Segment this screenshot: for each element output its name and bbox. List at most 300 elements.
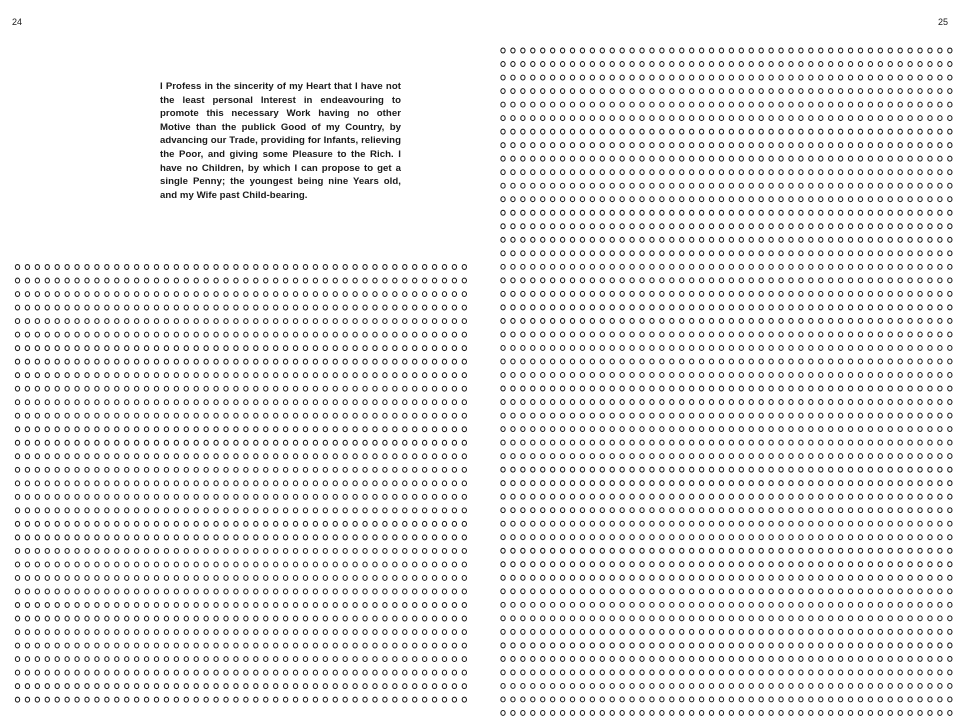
ring-mark (749, 156, 753, 161)
ring-mark (908, 305, 912, 310)
ring-mark (393, 467, 397, 472)
ring-mark (224, 400, 228, 405)
ring-mark (610, 183, 614, 188)
ring-mark (244, 670, 248, 675)
ring-mark (65, 643, 69, 648)
ring-mark (174, 589, 178, 594)
ring-mark (570, 562, 574, 567)
ring-mark (630, 359, 634, 364)
ring-mark (531, 575, 535, 580)
ring-mark (878, 697, 882, 702)
ring-mark (55, 292, 59, 297)
ring-mark (848, 183, 852, 188)
ring-mark (511, 427, 515, 432)
ring-mark (115, 359, 119, 364)
ring-mark (590, 697, 594, 702)
ring-mark (214, 265, 218, 270)
ring-mark (878, 562, 882, 567)
ring-mark (610, 237, 614, 242)
ring-mark (680, 75, 684, 80)
ring-mark (709, 562, 713, 567)
ring-mark (660, 237, 664, 242)
ring-mark (789, 481, 793, 486)
ring-mark (184, 332, 188, 337)
ring-mark (699, 237, 703, 242)
ring-mark (174, 562, 178, 567)
ring-mark (343, 684, 347, 689)
ring-mark (244, 400, 248, 405)
ring-mark (739, 210, 743, 215)
ring-mark (45, 657, 49, 662)
ring-mark (313, 535, 317, 540)
ring-mark (829, 197, 833, 202)
ring-mark (640, 589, 644, 594)
ring-mark (809, 102, 813, 107)
ring-mark (531, 548, 535, 553)
ring-mark (560, 332, 564, 337)
ring-mark (729, 156, 733, 161)
ring-mark (452, 521, 456, 526)
ring-mark (848, 548, 852, 553)
ring-mark (413, 454, 417, 459)
ring-mark (343, 265, 347, 270)
ring-mark (680, 683, 684, 688)
ring-mark (393, 440, 397, 445)
ring-mark (640, 156, 644, 161)
ring-mark (283, 359, 287, 364)
ring-mark (749, 643, 753, 648)
ring-mark (541, 332, 545, 337)
ring-mark (333, 332, 337, 337)
ring-mark (670, 291, 674, 296)
ring-mark (244, 319, 248, 324)
ring-mark (779, 89, 783, 94)
ring-mark (393, 508, 397, 513)
ring-mark (531, 656, 535, 661)
ring-mark (303, 346, 307, 351)
ring-mark (214, 440, 218, 445)
ring-mark (888, 548, 892, 553)
ring-mark (164, 508, 168, 513)
ring-mark (283, 670, 287, 675)
ring-mark (274, 562, 278, 567)
ring-mark (928, 224, 932, 229)
ring-mark (908, 89, 912, 94)
ring-mark (819, 373, 823, 378)
ring-mark (373, 535, 377, 540)
ring-mark (154, 697, 158, 702)
ring-mark (194, 616, 198, 621)
ring-mark (422, 494, 426, 499)
ring-mark (531, 156, 535, 161)
ring-mark (749, 89, 753, 94)
ring-mark (709, 535, 713, 540)
ring-mark (739, 683, 743, 688)
ring-mark (244, 657, 248, 662)
ring-mark (809, 616, 813, 621)
ring-mark (333, 359, 337, 364)
ring-mark (541, 562, 545, 567)
ring-mark (45, 265, 49, 270)
ring-mark (75, 494, 79, 499)
ring-mark (144, 305, 148, 310)
ring-mark (501, 508, 505, 513)
ring-mark (729, 670, 733, 675)
ring-mark (868, 89, 872, 94)
ring-mark (254, 373, 258, 378)
ring-mark (413, 481, 417, 486)
ring-mark (462, 548, 466, 553)
ring-mark (660, 116, 664, 121)
ring-mark (65, 670, 69, 675)
ring-mark (373, 386, 377, 391)
ring-mark (749, 616, 753, 621)
ring-mark (769, 318, 773, 323)
ring-mark (174, 535, 178, 540)
ring-mark (858, 75, 862, 80)
ring-mark (343, 697, 347, 702)
ring-mark (422, 603, 426, 608)
ring-mark (15, 508, 19, 513)
ring-mark (570, 332, 574, 337)
ring-mark (610, 481, 614, 486)
ring-mark (829, 318, 833, 323)
ring-mark (551, 548, 555, 553)
ring-mark (868, 116, 872, 121)
ring-mark (570, 535, 574, 540)
ring-mark (452, 494, 456, 499)
ring-mark (462, 481, 466, 486)
ring-mark (600, 589, 604, 594)
ring-mark (55, 684, 59, 689)
ring-mark (95, 278, 99, 283)
ring-mark (234, 386, 238, 391)
ring-mark (640, 562, 644, 567)
ring-mark (819, 616, 823, 621)
ring-mark (680, 156, 684, 161)
ring-mark (353, 278, 357, 283)
ring-mark (600, 129, 604, 134)
ring-mark (749, 548, 753, 553)
ring-mark (303, 576, 307, 581)
ring-mark (234, 603, 238, 608)
ring-mark (819, 697, 823, 702)
ring-mark (55, 508, 59, 513)
ring-mark (333, 548, 337, 553)
ring-mark (948, 345, 952, 350)
ring-mark (580, 616, 584, 621)
ring-mark (650, 656, 654, 661)
ring-mark (789, 400, 793, 405)
ring-mark (580, 318, 584, 323)
ring-mark (551, 575, 555, 580)
ring-mark (105, 278, 109, 283)
ring-mark (759, 318, 763, 323)
ring-mark (75, 684, 79, 689)
ring-mark (353, 562, 357, 567)
ring-mark (709, 629, 713, 634)
ring-mark (789, 62, 793, 67)
page-number: 24 (12, 17, 23, 27)
ring-mark (560, 643, 564, 648)
ring-mark (699, 481, 703, 486)
ring-mark (938, 670, 942, 675)
ring-mark (254, 697, 258, 702)
ring-mark (898, 278, 902, 283)
ring-mark (918, 129, 922, 134)
ring-mark (413, 657, 417, 662)
ring-mark (214, 630, 218, 635)
ring-mark (819, 345, 823, 350)
ring-mark (560, 575, 564, 580)
ring-mark (650, 670, 654, 675)
ring-mark (660, 264, 664, 269)
ring-mark (918, 373, 922, 378)
ring-mark (819, 75, 823, 80)
ring-mark (928, 616, 932, 621)
ring-mark (293, 616, 297, 621)
ring-mark (799, 332, 803, 337)
ring-mark (819, 467, 823, 472)
ring-mark (680, 48, 684, 53)
ring-mark (363, 603, 367, 608)
ring-mark (105, 332, 109, 337)
ring-mark (254, 427, 258, 432)
ring-mark (858, 318, 862, 323)
ring-mark (254, 643, 258, 648)
ring-mark (739, 116, 743, 121)
ring-mark (580, 305, 584, 310)
ring-mark (948, 373, 952, 378)
ring-mark (15, 684, 19, 689)
ring-mark (115, 697, 119, 702)
ring-mark (363, 494, 367, 499)
ring-mark (719, 170, 723, 175)
ring-mark (898, 508, 902, 513)
ring-mark (789, 102, 793, 107)
ring-mark (948, 535, 952, 540)
ring-mark (135, 548, 139, 553)
ring-mark (214, 616, 218, 621)
ring-mark (719, 62, 723, 67)
ring-mark (184, 521, 188, 526)
ring-mark (620, 683, 624, 688)
ring-mark (531, 454, 535, 459)
ring-mark (45, 521, 49, 526)
ring-mark (779, 102, 783, 107)
ring-mark (749, 413, 753, 418)
ring-mark (214, 373, 218, 378)
ring-mark (313, 630, 317, 635)
ring-mark (888, 373, 892, 378)
ring-mark (888, 643, 892, 648)
ring-mark (264, 305, 268, 310)
ring-mark (521, 102, 525, 107)
ring-mark (234, 292, 238, 297)
ring-mark (25, 373, 29, 378)
ring-mark (580, 413, 584, 418)
ring-mark (948, 386, 952, 391)
ring-mark (729, 683, 733, 688)
ring-mark (908, 197, 912, 202)
ring-mark (95, 400, 99, 405)
ring-mark (898, 89, 902, 94)
ring-mark (501, 278, 505, 283)
ring-mark (442, 292, 446, 297)
ring-mark (769, 170, 773, 175)
ring-mark (313, 481, 317, 486)
ring-mark (501, 116, 505, 121)
ring-mark (135, 413, 139, 418)
ring-mark (759, 129, 763, 134)
ring-mark (333, 467, 337, 472)
ring-mark (560, 521, 564, 526)
ring-mark (413, 494, 417, 499)
ring-mark (789, 156, 793, 161)
ring-mark (531, 400, 535, 405)
ring-mark (789, 616, 793, 621)
ring-mark (858, 589, 862, 594)
ring-mark (521, 359, 525, 364)
ring-mark (600, 535, 604, 540)
ring-mark (551, 467, 555, 472)
ring-mark (35, 359, 39, 364)
ring-mark (630, 210, 634, 215)
ring-mark (680, 467, 684, 472)
ring-mark (908, 670, 912, 675)
ring-mark (95, 576, 99, 581)
ring-mark (25, 576, 29, 581)
ring-mark (413, 535, 417, 540)
ring-mark (690, 386, 694, 391)
ring-mark (570, 129, 574, 134)
ring-mark (323, 535, 327, 540)
ring-mark (293, 413, 297, 418)
ring-mark (174, 548, 178, 553)
ring-mark (413, 373, 417, 378)
ring-mark (918, 332, 922, 337)
ring-mark (878, 170, 882, 175)
ring-mark (620, 102, 624, 107)
ring-mark (600, 454, 604, 459)
ring-mark (35, 657, 39, 662)
ring-mark (680, 400, 684, 405)
ring-mark (819, 291, 823, 296)
ring-mark (938, 156, 942, 161)
ring-mark (293, 292, 297, 297)
ring-mark (184, 467, 188, 472)
ring-mark (521, 278, 525, 283)
ring-mark (938, 575, 942, 580)
ring-mark (630, 697, 634, 702)
ring-mark (333, 630, 337, 635)
ring-mark (858, 156, 862, 161)
ring-mark (600, 237, 604, 242)
ring-mark (313, 589, 317, 594)
ring-mark (154, 427, 158, 432)
ring-mark (560, 602, 564, 607)
ring-mark (858, 224, 862, 229)
ring-mark (769, 521, 773, 526)
ring-mark (769, 197, 773, 202)
ring-mark (819, 237, 823, 242)
ring-mark (551, 643, 555, 648)
ring-mark (590, 656, 594, 661)
ring-mark (838, 278, 842, 283)
ring-mark (373, 630, 377, 635)
ring-mark (313, 616, 317, 621)
ring-mark (650, 602, 654, 607)
ring-mark (908, 656, 912, 661)
ring-mark (670, 129, 674, 134)
ring-mark (174, 697, 178, 702)
ring-mark (749, 575, 753, 580)
ring-mark (323, 670, 327, 675)
ring-mark (164, 548, 168, 553)
ring-mark (858, 62, 862, 67)
ring-mark (610, 427, 614, 432)
ring-mark (184, 427, 188, 432)
ring-mark (353, 332, 357, 337)
ring-mark (918, 440, 922, 445)
ring-mark (115, 373, 119, 378)
ring-mark (135, 670, 139, 675)
ring-mark (373, 494, 377, 499)
ring-mark (829, 116, 833, 121)
ring-mark (551, 62, 555, 67)
ring-mark (829, 359, 833, 364)
ring-mark (551, 89, 555, 94)
ring-mark (254, 616, 258, 621)
ring-mark (442, 535, 446, 540)
ring-mark (293, 440, 297, 445)
ring-mark (125, 359, 129, 364)
ring-mark (640, 129, 644, 134)
ring-mark (908, 508, 912, 513)
ring-mark (105, 386, 109, 391)
ring-mark (85, 427, 89, 432)
ring-mark (838, 373, 842, 378)
ring-mark (769, 62, 773, 67)
ring-mark (313, 427, 317, 432)
ring-mark (15, 440, 19, 445)
ring-mark (829, 305, 833, 310)
ring-mark (244, 521, 248, 526)
ring-mark (799, 373, 803, 378)
ring-mark (938, 562, 942, 567)
ring-mark (184, 616, 188, 621)
ring-mark (640, 616, 644, 621)
ring-mark (928, 89, 932, 94)
ring-mark (303, 670, 307, 675)
ring-mark (541, 102, 545, 107)
ring-mark (432, 413, 436, 418)
ring-mark (184, 454, 188, 459)
ring-mark (858, 345, 862, 350)
ring-mark (660, 467, 664, 472)
ring-mark (85, 278, 89, 283)
ring-mark (680, 643, 684, 648)
ring-mark (789, 386, 793, 391)
ring-mark (868, 305, 872, 310)
ring-mark (858, 467, 862, 472)
ring-mark (65, 440, 69, 445)
ring-mark (313, 521, 317, 526)
ring-mark (224, 684, 228, 689)
ring-mark (204, 467, 208, 472)
ring-mark (918, 318, 922, 323)
ring-mark (729, 521, 733, 526)
